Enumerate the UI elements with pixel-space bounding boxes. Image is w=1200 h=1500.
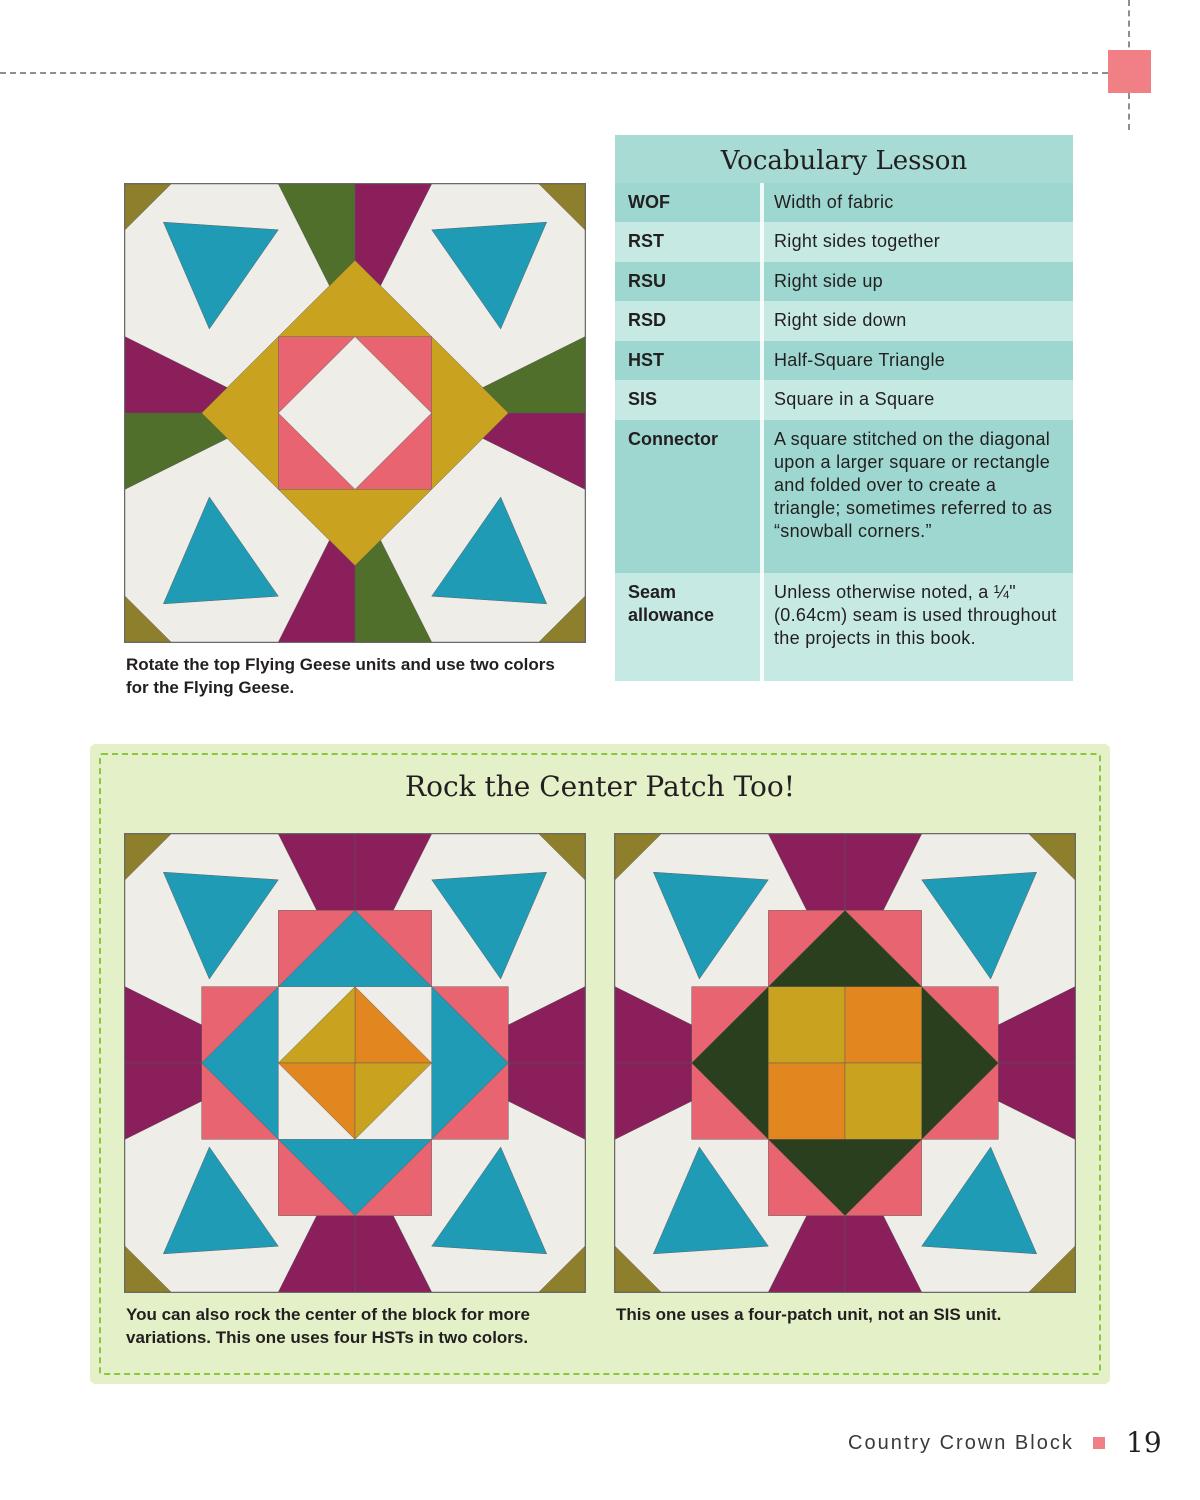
vocab-definition: Square in a Square: [774, 389, 935, 409]
footer-accent-square: [1093, 1437, 1105, 1449]
vocab-term: Seam allowance: [628, 582, 715, 625]
page-number: 19: [1126, 1426, 1162, 1459]
vocab-term: RST: [628, 231, 664, 251]
vocab-definition: Right sides together: [774, 231, 941, 251]
four-patch-square: [845, 1063, 922, 1139]
vocab-row: [615, 222, 1073, 262]
four-patch-square: [768, 1063, 845, 1139]
vocabulary-title: Vocabulary Lesson: [720, 146, 968, 176]
vocab-term: SIS: [628, 389, 658, 409]
vocab-definition: Unless otherwise noted, a ¼" (0.64cm) seam is used throughout the projects in this book.: [774, 582, 1057, 648]
header-dashed-line: [0, 72, 1108, 74]
vocab-row: [615, 420, 1073, 573]
vocab-row: [615, 183, 1073, 222]
vocab-row: [615, 262, 1073, 301]
vocab-column-divider: [760, 183, 764, 681]
vocab-definition: Right side up: [774, 271, 883, 291]
footer-chapter-title: Country Crown Block: [848, 1432, 1074, 1454]
vocab-term: RSU: [628, 271, 667, 291]
sidebar-title: Rock the Center Patch Too!: [405, 770, 795, 803]
vocab-term: HST: [628, 350, 664, 370]
vocab-definition: Half-Square Triangle: [774, 350, 946, 370]
four-patch-square: [845, 987, 922, 1063]
vocab-term: RSD: [628, 310, 667, 330]
quilt-block-hst-center: [124, 833, 586, 1293]
quilt-block-four-patch-center: [614, 833, 1076, 1293]
vocab-definition: Width of fabric: [774, 192, 894, 212]
figure-caption-left: You can also rock the center of the block for more variations. This one uses four HSTs in two colors.: [126, 1305, 530, 1347]
vocab-row: [615, 573, 1073, 681]
quilt-svg: [125, 184, 585, 642]
vocab-definition: A square stitched on the diagonal upon a larger square or rectangle and folded over to create a triangle; sometimes referred to as “snowball corners.”: [774, 429, 1053, 541]
vocab-row: [615, 380, 1073, 420]
vocab-row: [615, 301, 1073, 341]
vocabulary-table: [615, 135, 1073, 681]
header-accent-square: [1108, 50, 1151, 93]
figure-caption-top: Rotate the top Flying Geese units and use two colors for the Flying Geese.: [126, 655, 555, 697]
vocab-term: Connector: [628, 429, 718, 449]
vocab-definition: Right side down: [774, 310, 907, 330]
four-patch-square: [768, 987, 845, 1063]
quilt-block-flying-geese: [124, 183, 586, 643]
vocab-row: [615, 341, 1073, 380]
vocab-term: WOF: [628, 192, 670, 212]
figure-caption-right: This one uses a four-patch unit, not an SIS unit.: [616, 1305, 1002, 1324]
quilt-svg: [125, 834, 585, 1292]
quilt-svg: [615, 834, 1075, 1292]
